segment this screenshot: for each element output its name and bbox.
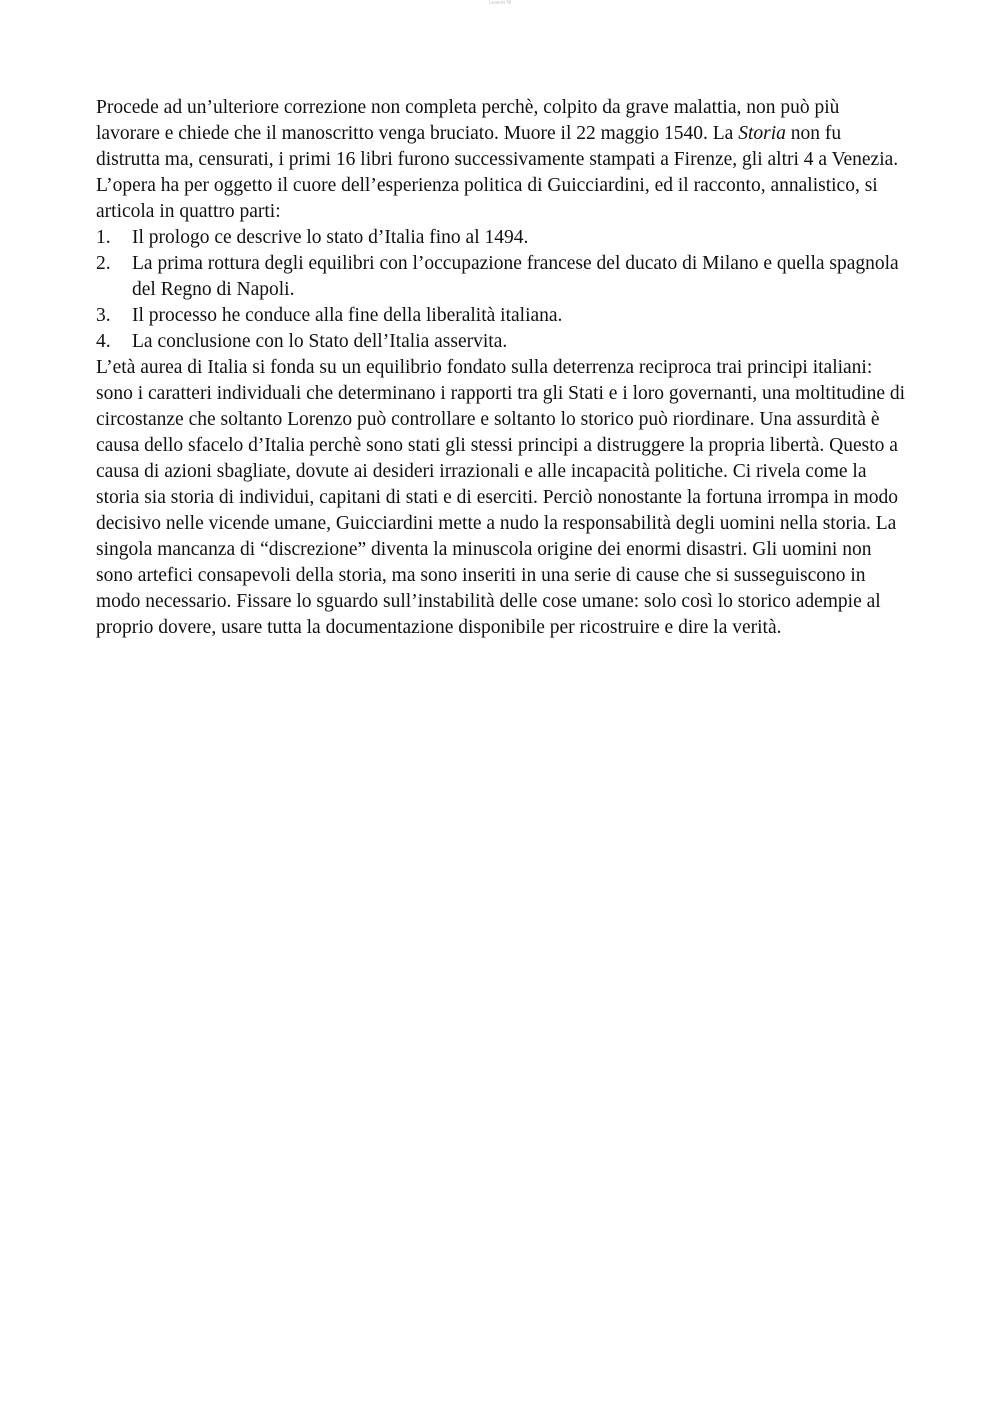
list-item-number: 4.: [96, 331, 111, 352]
paragraph-intro-text-continued: non fu distrutta ma, censurati, i primi 16 libri furono successivamente stampati a Firenze, gli altri 4 a Venezia. L’opera ha per oggetto il cuore dell’esperienza politica di Guicciardini, ed il racconto, annalistico, si articola in quattro parti:: [96, 123, 899, 222]
document-body: [96, 95, 908, 641]
list-item-number: 1.: [96, 227, 111, 248]
list-item: [96, 251, 908, 303]
list-item: [96, 329, 908, 355]
list-item: [96, 225, 908, 251]
parts-list: [96, 225, 908, 355]
list-item-text: Il processo he conduce alla fine della liberalità italiana.: [132, 305, 563, 326]
watermark-text: Leaevb fifi: [488, 0, 512, 6]
list-item-number: 2.: [96, 253, 111, 274]
paragraph-analysis: L’età aurea di Italia si fonda su un equilibrio fondato sulla deterrenza reciproca trai principi italiani: sono i caratteri individuali che determinano i rapporti tra gli Stati e i loro governanti, una moltitudine di circostanze che soltanto Lorenzo può controllare e soltanto lo storico può riordinare. Una assurdità è causa dello sfacelo d’Italia perchè sono stati gli stessi principi a distruggere la propria libertà. Questo a causa di azioni sbagliate, dovute ai desideri irrazionali e alle incapacità politiche. Ci rivela come la storia sia storia di individui, capitani di stati e di eserciti. Perciò nonostante la fortuna irrompa in modo decisivo nelle vicende umane, Guicciardini mette a nudo la responsabilità degli uomini nella storia. La singola mancanza di “discrezione” diventa la minuscola origine dei enormi disastri. Gli uomini non sono artefici consapevoli della storia, ma sono inseriti in una serie di cause che si susseguiscono in modo necessario. Fissare lo sguardo sull’instabilità delle cose umane: solo così lo storico adempie al proprio dovere, usare tutta la documentazione disponibile per ricostruire e dire la verità.: [96, 357, 906, 638]
italic-title: Storia: [738, 123, 786, 144]
list-item: [96, 303, 908, 329]
list-item-text: Il prologo ce descrive lo stato d’Italia fino al 1494.: [132, 227, 529, 248]
paragraph-intro-text: Procede ad un’ulteriore correzione non completa perchè, colpito da grave malattia, non può più lavorare e chiede che il manoscritto venga bruciato. Muore il 22 maggio 1540. La: [96, 97, 840, 144]
list-item-text: La conclusione con lo Stato dell’Italia asservita.: [132, 331, 508, 352]
paragraph-intro: [96, 95, 908, 225]
list-item-text: La prima rottura degli equilibri con l’occupazione francese del ducato di Milano e quella spagnola del Regno di Napoli.: [132, 253, 899, 300]
list-item-number: 3.: [96, 305, 111, 326]
